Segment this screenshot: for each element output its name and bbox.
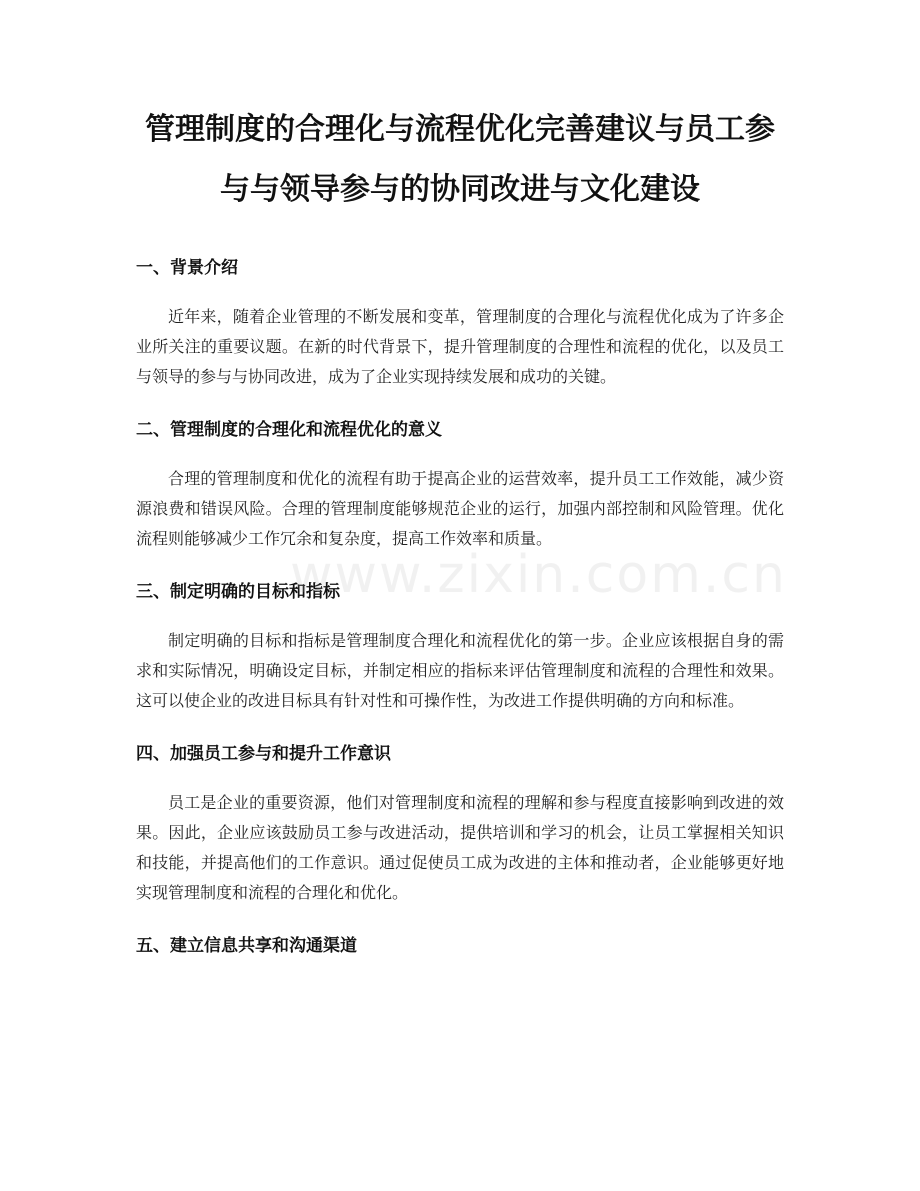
section-paragraph: 近年来，随着企业管理的不断发展和变革，管理制度的合理化与流程优化成为了许多企业所关注的重要议题。在新的时代背景下，提升管理制度的合理性和流程的优化，以及员工与领导的参与与协同改进，成为了企业实现持续发展和成功的关键。	[136, 307, 784, 386]
document-title: 管理制度的合理化与流程优化完善建议与员工参与与领导参与的协同改进与文化建设	[145, 112, 775, 207]
section-heading: 五、建立信息共享和沟通渠道	[136, 936, 357, 956]
section-paragraph: 合理的管理制度和优化的流程有助于提高企业的运营效率，提升员工工作效能，减少资源浪费和错误风险。合理的管理制度能够规范企业的运行，加强内部控制和风险管理。优化流程则能够减少工作冗余和复杂度，提高工作效率和质量。	[136, 469, 784, 548]
section-heading: 四、加强员工参与和提升工作意识	[136, 744, 391, 764]
section-paragraph: 员工是企业的重要资源，他们对管理制度和流程的理解和参与程度直接影响到改进的效果。因此，企业应该鼓励员工参与改进活动，提供培训和学习的机会，让员工掌握相关知识和技能，并提高他们的工作意识。通过促使员工成为改进的主体和推动者，企业能够更好地实现管理制度和流程的合理化和优化。	[136, 793, 784, 902]
section-heading: 二、管理制度的合理化和流程优化的意义	[136, 420, 442, 440]
section-significance	[136, 418, 784, 554]
section-communication	[136, 934, 784, 958]
watermark-text: www.zixin.com.cn	[290, 545, 787, 605]
section-heading: 三、制定明确的目标和指标	[136, 582, 340, 602]
section-background	[136, 256, 784, 392]
section-goals	[136, 580, 784, 716]
section-employee-participation	[136, 742, 784, 908]
section-heading: 一、背景介绍	[136, 258, 238, 278]
section-paragraph: 制定明确的目标和指标是管理制度合理化和流程优化的第一步。企业应该根据自身的需求和实际情况，明确设定目标，并制定相应的指标来评估管理制度和流程的合理性和效果。这可以使企业的改进目标具有针对性和可操作性，为改进工作提供明确的方向和标准。	[136, 631, 784, 710]
